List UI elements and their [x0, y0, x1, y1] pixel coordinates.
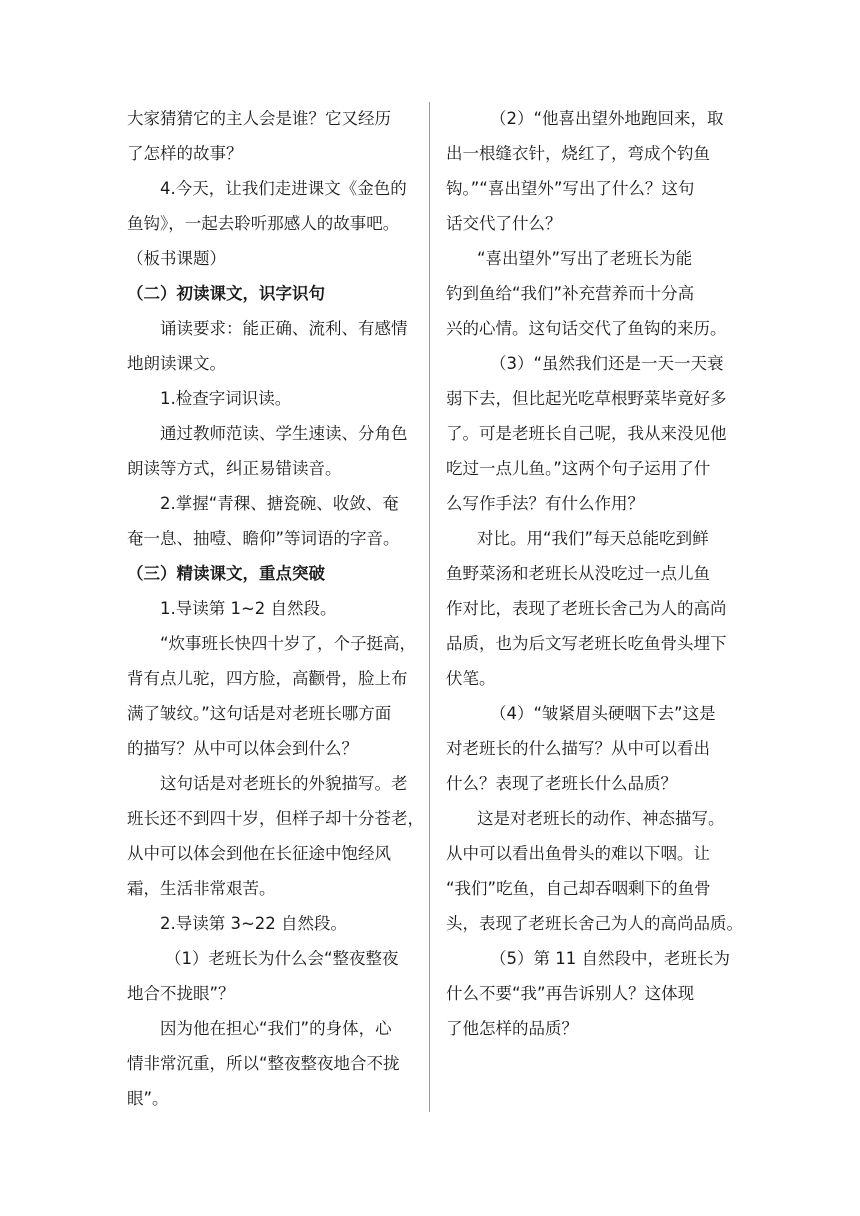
text-line: 话交代了什么？: [446, 214, 562, 233]
text-line: 作对比，表现了老班长舍己为人的高尚: [446, 599, 727, 618]
text-line: （4）“皱紧眉头硬咽下去”这是: [490, 704, 716, 723]
text-line: 鱼钩》，一起去聆听那感人的故事吧。: [127, 214, 400, 233]
text-line: 地合不拢眼”？: [127, 984, 235, 1003]
text-line: 情非常沉重，所以“整夜整夜地合不拢: [127, 1054, 400, 1073]
text-line: 出一根缝衣针，烧红了，弯成个钓鱼: [446, 144, 710, 163]
text-line: 大家猜猜它的主人会是谁？它又经历: [127, 109, 391, 128]
text-line: 品质，也为后文写老班长吃鱼骨头埋下: [446, 634, 727, 653]
text-line: 吃过一点儿鱼。”这两个句子运用了什: [446, 459, 711, 478]
text-line: 因为他在担心“我们”的身体，心: [160, 1019, 392, 1038]
text-line: 这句话是对老班长的外貌描写。老: [160, 774, 408, 793]
text-line: 满了皱纹。”这句话是对老班长哪方面: [127, 704, 392, 723]
section-heading: （三）精读课文，重点突破: [127, 564, 325, 583]
column-divider: [429, 102, 430, 1112]
text-line: 通过教师范读、学生速读、分角色: [160, 424, 408, 443]
text-line: 鱼野菜汤和老班长从没吃过一点儿鱼: [446, 564, 710, 583]
text-line: 从中可以看出鱼骨头的难以下咽。让: [446, 844, 710, 863]
left-column: [127, 101, 423, 1116]
text-line: “喜出望外”写出了老班长为能: [477, 249, 693, 268]
text-line: 弱下去，但比起光吃草根野菜毕竟好多: [446, 389, 727, 408]
text-line: 班长还不到四十岁，但样子却十分苍老，: [127, 809, 424, 828]
right-column: [446, 101, 746, 1046]
text-line: 2.导读第 3~22 自然段。: [160, 914, 348, 933]
text-line: 什么不要“我”再告诉别人？这体现: [446, 984, 695, 1003]
text-line: 2.掌握“青稞、搪瓷碗、收敛、奄: [160, 494, 399, 513]
text-line: “我们”吃鱼，自己却吞咽剩下的鱼骨: [446, 879, 711, 898]
section-heading: （二）初读课文，识字识句: [127, 284, 325, 303]
text-line: 霜，生活非常艰苦。: [127, 879, 276, 898]
text-line: 钩。”“喜出望外”写出了什么？这句: [446, 179, 695, 198]
text-line: 从中可以体会到他在长征途中饱经风: [127, 844, 391, 863]
text-line: 1.导读第 1~2 自然段。: [160, 599, 337, 618]
text-line: 1.检查字词识读。: [160, 389, 292, 408]
text-line: 伏笔。: [446, 669, 496, 688]
text-line: 朗读等方式，纠正易错读音。: [127, 459, 342, 478]
text-line: 地朗读课文。: [127, 354, 226, 373]
text-line: 了。可是老班长自己呢，我从来没见他: [446, 424, 727, 443]
text-line: “炊事班长快四十岁了，个子挺高，: [160, 634, 417, 653]
text-line: 诵读要求：能正确、流利、有感情: [160, 319, 408, 338]
text-line: （5）第 11 自然段中，老班长为: [490, 949, 730, 968]
text-line: 眼”。: [127, 1089, 169, 1108]
text-line: 了怎样的故事？: [127, 144, 243, 163]
text-line: （1）老班长为什么会“整夜整夜: [165, 949, 399, 968]
text-line: （板书课题）: [127, 249, 226, 268]
text-line: 么写作手法？有什么作用？: [446, 494, 644, 513]
text-line: 头，表现了老班长舍己为人的高尚品质。: [446, 914, 743, 933]
text-line: 了他怎样的品质？: [446, 1019, 578, 1038]
text-line: 背有点儿驼，四方脸，高颧骨，脸上布: [127, 669, 408, 688]
text-line: 4.今天，让我们走进课文《金色的: [160, 179, 407, 198]
text-line: （2）“他喜出望外地跑回来，取: [490, 109, 724, 128]
text-line: （3）“虽然我们还是一天一天衰: [490, 354, 724, 373]
text-line: 什么？表现了老班长什么品质？: [446, 774, 677, 793]
text-line: 对老班长的什么描写？从中可以看出: [446, 739, 710, 758]
text-line: 奄一息、抽噎、瞻仰”等词语的字音。: [127, 529, 400, 548]
text-line: 兴的心情。这句话交代了鱼钩的来历。: [446, 319, 727, 338]
text-line: 这是对老班长的动作、神态描写。: [477, 809, 725, 828]
text-line: 的描写？从中可以体会到什么？: [127, 739, 358, 758]
text-line: 钓到鱼给“我们”补充营养而十分高: [446, 284, 695, 303]
text-line: 对比。用“我们”每天总能吃到鲜: [477, 529, 709, 548]
